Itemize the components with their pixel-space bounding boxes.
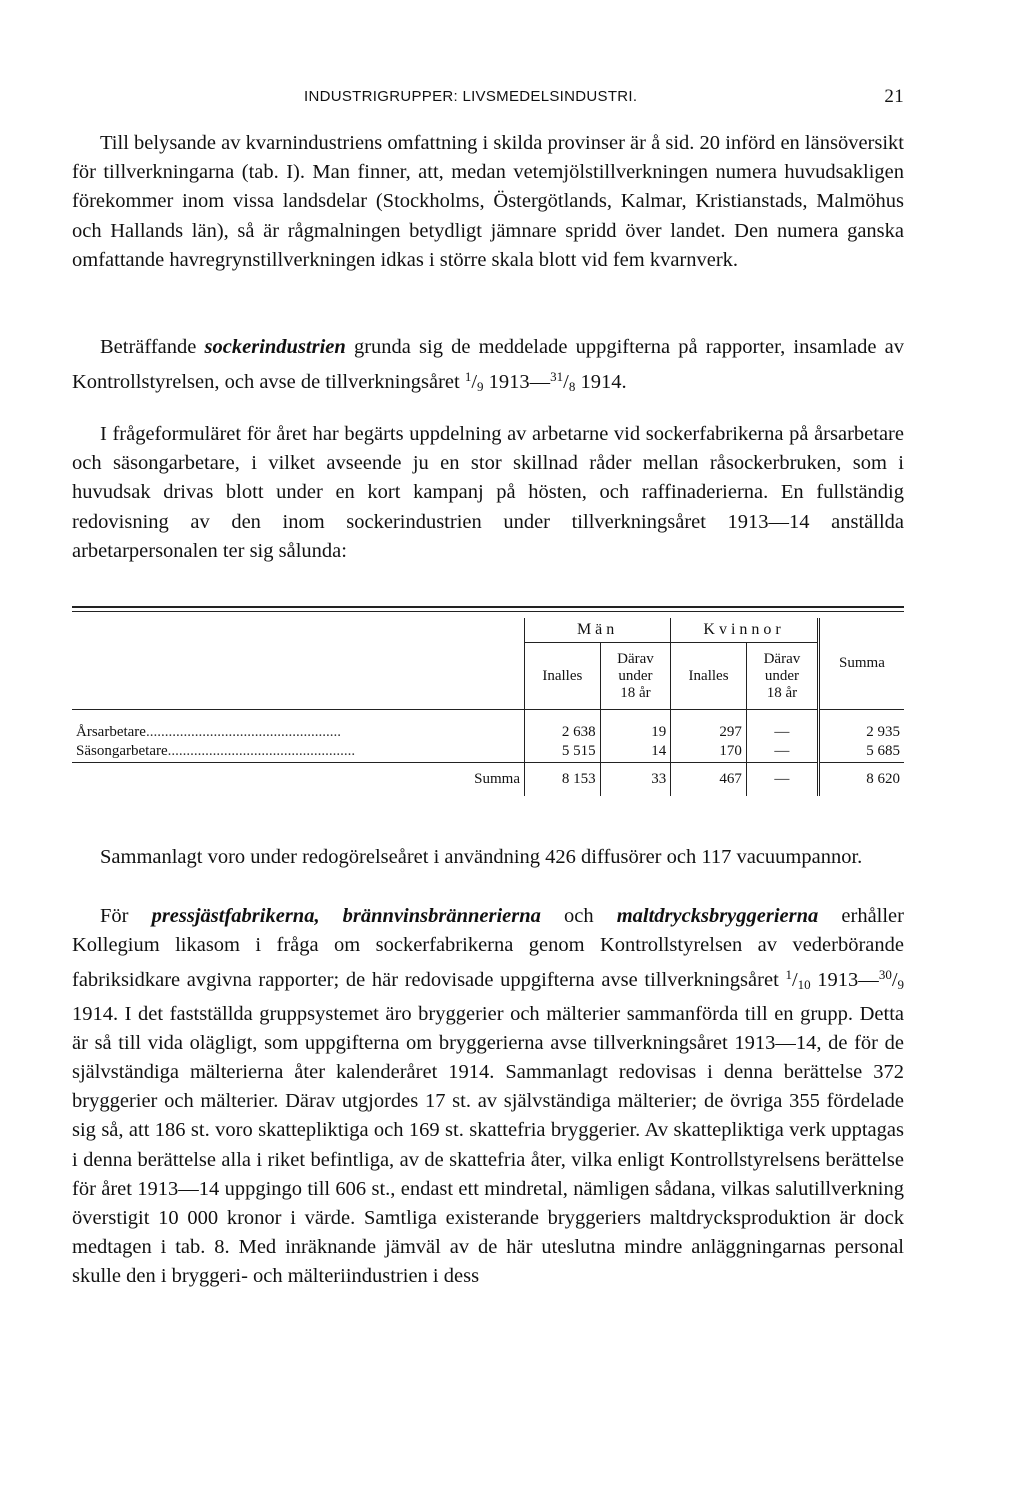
men-under18-cell: 19	[600, 722, 671, 742]
table-total-row	[72, 762, 904, 796]
page-number: 21	[884, 86, 904, 107]
table-stub-header	[72, 618, 525, 710]
running-head	[72, 88, 904, 112]
p5-text-b: och	[540, 905, 617, 927]
row-label-text: Säsongarbetare	[76, 743, 168, 760]
men-total-sum-cell: 8 153	[525, 762, 601, 796]
p5-italic-2: maltdrycksbryggerierna	[616, 905, 819, 927]
p5-text-d: 1913—	[810, 969, 879, 992]
header-men: Män	[525, 618, 671, 643]
running-title: INDUSTRIGRUPPER: LIVSMEDELSINDUSTRI.	[304, 88, 638, 105]
p5-fraction1-den: 10	[797, 977, 811, 993]
table-group-header-row	[72, 618, 904, 643]
p2-text-b: grunda sig de meddelade uppgifterna på rapporter, insamlade av Kontrollstyrelsen, och avse de tillverkningsåret	[72, 336, 905, 394]
p2-text-c: 1913—	[483, 371, 551, 394]
p2-italic-sugar: sockerindustrien	[204, 336, 346, 358]
paragraph-questionnaire: I frågeformuläret för året har begärts uppdelning av arbetarne vid sockerfabrikerna på årsarbetare och säsongarbetare, i vilket avseende ju en stor skillnad råder mellan råsockerbruken, som i huvudsak drivas blott under en kort kampanj på hösten, och raffinaderierna. En fullständig redovisning av den inom sockerindustrien under tillverkningsåret 1913—14 anställda arbetarpersonalen ter sig sålunda:	[72, 423, 904, 562]
p5-text-e: 1914. I det fastställda gruppsystemet äro bryggerier och mälterier sammanförda till en grupp. Detta är så till vida olägligt, som uppgifterna om bryggerierna avse tillverkningsåret 1913—14, de för de självständiga mälterierna åter kalenderåret 1914. Sammanlagt redovisas i denna berättelse 372 bryggerier och mälterier. Därav utgjordes 17 st. av självständiga mälterier; de övriga 355 fördelade sig så, att 186 st. voro skattepliktiga och 169 st. skattefria bryggerier. Av skattepliktiga verk upptagas i denna berättelse alla i riket befintliga, av de skattefria åter, vilka enligt Kontrollstyrelsens berättelse för året 1913—14 uppgingo till 606 st., endast ett mindretal, nämligen sådana, vilkas salutillverkning överstigit 10 000 kronor i värde. Samtliga existerande bryggeriers maltdrycksproduktion är dock medtagen i tab. 8. Med inräknande jämväl av de här uteslutna mindre anläggningarnas personal skulle den i bryggeri- och mälteriindustrien i dess	[72, 1002, 904, 1288]
paragraph-diffusers: Sammanlagt voro under redogörelseåret i användning 426 diffusörer och 117 vacuumpannor.	[100, 846, 863, 868]
header-women-under18-l1: Därav	[763, 650, 801, 667]
women-under18-sum-cell: —	[746, 762, 818, 796]
women-total-cell: 297	[671, 722, 747, 742]
men-under18-cell: 14	[600, 742, 671, 762]
header-sum: Summa	[818, 618, 904, 710]
header-men-under18	[600, 643, 671, 710]
p2-text-d: 1914.	[575, 371, 627, 394]
paragraph-breweries: För pressjästfabrikerna, brännvinsbrännerierna och maltdrycksbryggerierna erhåller Kollegium likasom i fråga om sockerfabrikerna genom Kontrollstyrelsen av vederbörande fabriksidkare avgivna rapporter; de här redovisade uppgifterna avse tillverkningsåret $^1/_{10}$ $1913—^{30}/_9$ 1914. I det fastställda gruppsystemet äro bryggerier och mälterier sammanförda till en grupp. Detta är så till vida olägligt, som uppgifterna om bryggerierna avse tillverkningsåret 1913—14, de för de självständiga mälterierna åter kalenderåret 1914. Sammanlagt redovisas i denna berättelse 372 bryggerier och mälterier. Därav utgjordes 17 st. av självständiga mälterier; de övriga 355 fördelade sig så, att 186 st. voro skattepliktiga och 169 st. skattefria bryggerier. Av skattepliktiga verk upptagas i denna berättelse alla i riket befintliga, av de skattefria åter, vilka enligt Kontrollstyrelsens berättelse för året 1913—14 uppgingo till 606 st., endast ett mindretal, nämligen sådana, vilkas salutillverkning överstigit 10 000 kronor i värde. Samtliga existerande bryggeriers maltdrycksproduktion är dock medtagen i tab. 8. Med inräknande jämväl av de här uteslutna mindre anläggningarnas personal skulle den i bryggeri- och mälteriindustrien i dess	[72, 905, 905, 1288]
p2-fraction1-num: 1	[464, 369, 472, 385]
grand-total-cell: 8 620	[818, 762, 904, 796]
p2-fraction2-den: 8	[568, 379, 576, 395]
p5-fraction2-den: 9	[897, 977, 905, 993]
p5-fraction2-num: 30	[878, 967, 892, 983]
table-row	[72, 722, 904, 742]
header-women-total: Inalles	[671, 643, 747, 710]
table-row	[72, 742, 904, 762]
row-label	[72, 722, 525, 742]
header-women-under18-l3: 18 år	[766, 684, 798, 701]
p2-fraction2-num: 31	[550, 369, 564, 385]
workers-table	[72, 618, 904, 796]
sum-cell: 2 935	[818, 722, 904, 742]
sum-cell: 5 685	[818, 742, 904, 762]
men-total-cell: 2 638	[525, 722, 601, 742]
women-total-cell: 170	[671, 742, 747, 762]
leader-dots: ....................................................	[145, 723, 341, 740]
table-top-rule	[72, 606, 904, 608]
header-men-total: Inalles	[525, 643, 601, 710]
row-label	[72, 742, 525, 762]
table-spacer-row	[72, 710, 904, 723]
header-women: Kvinnor	[671, 618, 819, 643]
men-total-cell: 5 515	[525, 742, 601, 762]
leader-dots: ..................................................	[167, 743, 356, 760]
header-women-under18	[746, 643, 818, 710]
header-women-under18-l2: under	[764, 667, 799, 684]
header-men-under18-l3: 18 år	[620, 684, 651, 701]
women-under18-cell: —	[746, 722, 818, 742]
p5-fraction1-num: 1	[785, 967, 792, 983]
p2-fraction1-den: 9	[477, 379, 484, 395]
p5-text-c: erhåller Kollegium likasom i fråga om sockerfabrikerna genom Kontrollstyrelsen av vederbörande fabriksidkare avgivna rapporter; de här redovisade uppgifterna avse tillverkningsåret	[72, 905, 904, 992]
paragraph-sugar-industry: Beträffande sockerindustrien grunda sig de meddelade uppgifterna på rapporter, insamlade av Kontrollstyrelsen, och avse de tillverkningsåret $^1/_9$ $1913—^{31}/_8$ 1914.	[72, 336, 905, 395]
men-under18-sum-cell: 33	[600, 762, 671, 796]
p5-italic-1: pressjästfabrikerna, brännvinsbrännerierna	[151, 905, 541, 927]
paragraph-mill-industry: Till belysande av kvarnindustriens omfattning i skilda provinser är å sid. 20 införd en länsöversikt för tillverkningarna (tab. I). Man finner, att, medan vetemjölstillverkningen numera huvudsakligen förekommer inom vissa landsdelar (Stockholms, Östergötlands, Kalmar, Kristianstads, Malmöhus och Hallands län), så är rågmalningen betydligt jämnare spridd över landet. Den numera ganska omfattande havregrynstillverkningen idkas i större skala blott vid fem kvarnverk.	[72, 132, 904, 271]
row-label-text: Årsarbetare	[76, 723, 146, 740]
header-men-under18-l2: under	[618, 667, 653, 684]
women-under18-cell: —	[746, 742, 818, 762]
total-row-label: Summa	[72, 762, 525, 796]
header-men-under18-l1: Därav	[617, 650, 654, 667]
women-total-sum-cell: 467	[671, 762, 747, 796]
p5-text-a: För	[100, 905, 152, 927]
table-top-rule-thin	[72, 611, 904, 612]
p2-text-a: Beträffande	[100, 336, 205, 358]
